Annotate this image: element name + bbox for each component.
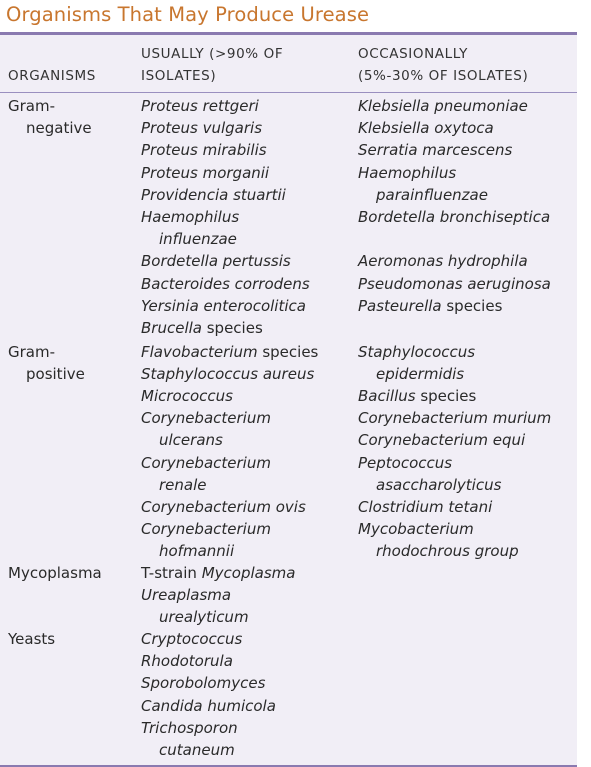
organism-entry: [358, 452, 551, 496]
organism-entry: [358, 206, 551, 228]
organism-line: [141, 474, 318, 496]
organism-name: Trichosporon: [141, 718, 238, 737]
group-label-line: Gram-: [8, 97, 56, 115]
organism-entry: [358, 429, 551, 451]
organism-line: [141, 162, 310, 184]
organism-name: Clostridium tetani: [358, 497, 493, 516]
organism-entry: [358, 407, 551, 429]
organism-name: Corynebacterium ovis: [141, 497, 306, 516]
organism-line: [141, 562, 295, 584]
group-grampositive-label: [8, 341, 136, 385]
organism-entry: [358, 518, 551, 562]
organism-name: Corynebacterium equi: [358, 431, 526, 450]
group-mycoplasma-label: [8, 562, 136, 584]
organism-line: [358, 452, 551, 474]
organism-entry: [358, 117, 551, 139]
organism-name: epidermidis: [376, 364, 465, 383]
header-usually-line: USUALLY (>90% OF: [141, 46, 284, 62]
organism-name: Serratia marcescens: [358, 141, 513, 160]
organism-line: [141, 540, 318, 562]
organism-entry: [141, 95, 310, 117]
organism-entry: [141, 273, 310, 295]
organism-name: Mycoplasma: [201, 564, 296, 582]
organism-entry: [141, 317, 310, 339]
organism-entry: [358, 139, 551, 161]
organism-line: [141, 228, 310, 250]
organism-entry: [358, 95, 551, 117]
organism-line: [358, 139, 551, 161]
header-organisms-line: ORGANISMS: [8, 68, 96, 84]
organism-name: Brucella: [141, 319, 202, 338]
organism-entry: [141, 628, 276, 650]
organism-name: Klebsiella oxytoca: [358, 119, 494, 138]
organism-name: urealyticum: [159, 608, 249, 627]
organism-name: cutaneum: [159, 741, 235, 760]
organism-entry: [358, 250, 551, 272]
organism-line: [141, 407, 318, 429]
organism-entry: [141, 250, 310, 272]
organism-line: [141, 95, 310, 117]
organism-line: [141, 628, 276, 650]
organism-qualifier: species: [441, 296, 503, 315]
organism-line: [141, 341, 318, 363]
organism-name: Pseudomonas aeruginosa: [358, 274, 551, 293]
organism-entry: [141, 518, 318, 562]
organism-line: [141, 117, 310, 139]
organism-name: renale: [159, 475, 207, 494]
organism-line: [141, 717, 276, 739]
organism-line: [141, 295, 310, 317]
header-occasionally-line: OCCASIONALLY: [358, 46, 468, 62]
organism-line: [358, 429, 551, 451]
group-yeasts-usually-list: [141, 628, 276, 761]
organism-line: [358, 295, 551, 317]
organism-line: [141, 429, 318, 451]
organism-name: Pasteurella: [358, 296, 442, 315]
group-label-line: Yeasts: [8, 630, 56, 648]
organism-entry: [358, 162, 551, 206]
organism-entry: [141, 584, 295, 628]
organism-entry: [141, 162, 310, 184]
group-gramnegative-usually-list: [141, 95, 310, 339]
table-title: Organisms That May Produce Urease: [6, 3, 370, 26]
organism-name: Corynebacterium: [141, 520, 271, 539]
organism-entry: [141, 562, 295, 584]
organism-name: Corynebacterium: [141, 453, 271, 472]
organism-name: Bordetella pertussis: [141, 252, 291, 271]
organism-name: Yersinia enterocolitica: [141, 296, 306, 315]
organism-line: [358, 407, 551, 429]
organism-entry: [141, 184, 310, 206]
organism-entry: [141, 672, 276, 694]
organism-line: [141, 363, 318, 385]
organism-entry: [141, 496, 318, 518]
organism-qualifier: species: [257, 342, 319, 361]
organism-line: [141, 139, 310, 161]
group-grampositive-occasionally-list: [358, 341, 551, 563]
organism-name: asaccharolyticus: [376, 475, 502, 494]
organism-name: rhodochrous group: [376, 542, 519, 561]
organism-line: [141, 206, 310, 228]
organism-line: [358, 341, 551, 363]
header-occasionally-line: (5%-30% OF ISOLATES): [358, 68, 529, 84]
organism-name: Mycobacterium: [358, 520, 474, 539]
header-occasionally: [358, 43, 528, 87]
organism-line: [358, 206, 551, 228]
organism-line: [358, 474, 551, 496]
organism-entry: [141, 695, 276, 717]
organism-entry: [141, 650, 276, 672]
organism-name: Bacteroides corrodens: [141, 274, 310, 293]
organism-entry: [141, 139, 310, 161]
group-label-line: negative: [26, 119, 92, 138]
group-label-line: positive: [26, 364, 85, 383]
organism-line: [141, 273, 310, 295]
organism-line: [141, 739, 276, 761]
organism-name: Staphylococcus aureus: [141, 364, 315, 383]
organism-line: [141, 672, 276, 694]
organism-name: Haemophilus: [141, 208, 240, 227]
organism-line: [358, 518, 551, 540]
header-organisms: [8, 65, 96, 87]
group-yeasts-label: [8, 628, 136, 650]
group-label-line: Mycoplasma: [8, 564, 102, 582]
top-rule: [0, 32, 577, 35]
organism-name: Peptococcus: [358, 453, 453, 472]
organism-name: Bordetella bronchiseptica: [358, 208, 551, 227]
organism-name: Proteus mirabilis: [141, 141, 267, 160]
organism-line: [358, 162, 551, 184]
organism-line: [141, 184, 310, 206]
header-rule: [0, 92, 577, 93]
organism-line: [141, 385, 318, 407]
organism-name: Candida humicola: [141, 696, 276, 715]
organism-name: hofmannii: [159, 542, 235, 561]
organism-line: [141, 452, 318, 474]
organism-entry: [358, 273, 551, 295]
organism-name: Sporobolomyces: [141, 674, 266, 693]
organism-name: Micrococcus: [141, 386, 233, 405]
organism-name: Flavobacterium: [141, 342, 258, 361]
organism-line: [141, 496, 318, 518]
organism-entry: [141, 385, 318, 407]
organism-line: [358, 228, 551, 250]
organism-line: [358, 540, 551, 562]
organism-name: Rhodotorula: [141, 652, 233, 671]
header-usually: [141, 43, 283, 87]
organism-line: [141, 650, 276, 672]
organism-line: [358, 250, 551, 272]
organism-name: Corynebacterium: [141, 409, 271, 428]
organism-line: [358, 117, 551, 139]
organism-name: Cryptococcus: [141, 630, 243, 648]
organism-line: [141, 584, 295, 606]
organism-entry: [141, 452, 318, 496]
organism-qualifier: T-strain: [141, 564, 202, 582]
group-label-line: Gram-: [8, 342, 56, 361]
organism-name: Proteus vulgaris: [141, 119, 263, 138]
organism-entry: [141, 407, 318, 451]
organism-name: ulcerans: [159, 431, 223, 450]
organism-name: Providencia stuartii: [141, 185, 286, 204]
organism-name: Bacillus: [358, 386, 416, 405]
organism-line: [141, 606, 295, 628]
organism-line: [141, 695, 276, 717]
organism-line: [358, 496, 551, 518]
organism-line: [358, 363, 551, 385]
organism-entry: [141, 117, 310, 139]
organism-name: Ureaplasma: [141, 586, 232, 605]
organism-line: [141, 317, 310, 339]
organism-entry: [141, 206, 310, 250]
organism-entry: [358, 496, 551, 518]
organism-entry: [141, 341, 318, 363]
organism-entry: [141, 363, 318, 385]
organism-qualifier: species: [201, 319, 263, 338]
organism-name: Haemophilus: [358, 163, 457, 182]
organism-entry: [358, 295, 551, 317]
organism-name: Klebsiella pneumoniae: [358, 97, 528, 115]
organism-entry: [141, 717, 276, 761]
organism-name: parainfluenzae: [376, 185, 488, 204]
group-gramnegative-label: [8, 95, 136, 139]
organism-entry: [358, 228, 551, 250]
organism-name: Staphylococcus: [358, 342, 476, 361]
organism-line: [141, 250, 310, 272]
organism-qualifier: species: [415, 386, 477, 405]
organism-entry: [358, 341, 551, 385]
organism-name: Aeromonas hydrophila: [358, 252, 528, 271]
organism-entry: [358, 385, 551, 407]
organism-name: Proteus rettgeri: [141, 97, 259, 115]
organism-name: Corynebacterium murium: [358, 409, 552, 428]
group-grampositive-usually-list: [141, 341, 318, 563]
organism-name: influenzae: [159, 230, 237, 249]
organism-name: Proteus morganii: [141, 163, 270, 182]
header-usually-line: ISOLATES): [141, 68, 217, 84]
organism-line: [358, 385, 551, 407]
organism-line: [358, 95, 551, 117]
organism-line: [141, 518, 318, 540]
organism-line: [358, 273, 551, 295]
group-gramnegative-occasionally-list: [358, 95, 551, 317]
organism-line: [358, 184, 551, 206]
group-mycoplasma-usually-list: [141, 562, 295, 629]
organism-entry: [141, 295, 310, 317]
